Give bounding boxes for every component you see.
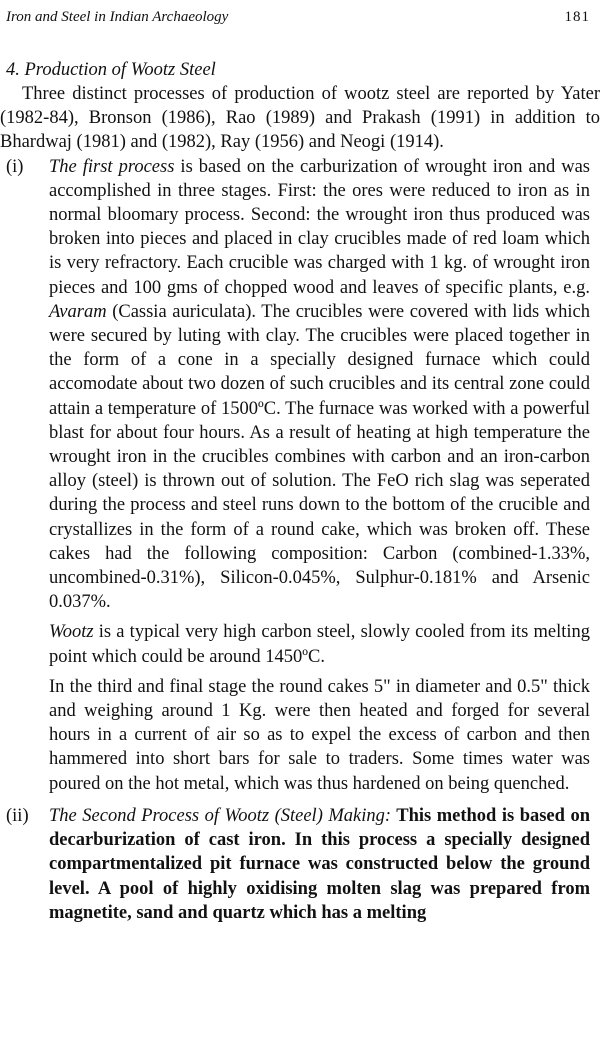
first-process-paragraph [49, 155, 590, 615]
list-marker: (ii) [6, 805, 29, 826]
paragraph-text: This method is based on decarburization of cast iron. In this process a specially designed compartmentalized pit furnace was constructed below the ground level. A pool of highly oxidising molten slag was prepared from magnetite, sand and quartz which has a melting [49, 805, 590, 923]
paragraph-lead: The first process [49, 156, 175, 177]
intro-paragraph: Three distinct processes of production of wootz steel are reported by Yater (1982-84), Bronson (1986), Rao (1989) and Prakash (1991) in addition to Bhardwaj (1981) and (1982), Ray (1956) and Neogi (1914). [0, 84, 600, 153]
section-title: 4. Production of Wootz Steel [6, 60, 216, 80]
second-process-paragraph [49, 804, 590, 925]
list-item-body [49, 155, 590, 796]
running-title: Iron and Steel in Indian Archaeology [6, 9, 229, 25]
page-number: 181 [564, 9, 590, 25]
emphasis-term: Wootz [49, 622, 94, 643]
list-item-second-process [0, 804, 590, 925]
paragraph-text: is a typical very high carbon steel, slowly cooled from its melting point which could be around 1450ºC. [49, 622, 590, 667]
emphasis-term: Avaram [49, 301, 107, 322]
list-item-body [49, 804, 590, 925]
list-marker: (i) [6, 156, 24, 177]
third-stage-paragraph: In the third and final stage the round cakes 5" in diameter and 0.5" thick and weighing around 1 Kg. were then heated and forged for several hours in a current of air so as to expel the excess of carbon and then hammered into short bars for sale to traders. Some times water was poured on the hot metal, which was thus hardened on being quenched. [49, 676, 590, 794]
running-header [0, 4, 600, 30]
list-item-first-process [0, 155, 590, 796]
paragraph-lead: The Second Process of Wootz (Steel) Making: [49, 805, 392, 826]
wootz-paragraph [49, 620, 590, 668]
paragraph-text: (Cassia auriculata). The crucibles were covered with lids which were secured by luting with clay. The crucibles were placed together in the form of a cone in a specially designed furnace which could accomodate about two dozen of such crucibles and its central zone could attain a temperature of 1500ºC. The furnace was worked with a powerful blast for about four hours. As a result of heating at high temperature the wrought iron in the crucibles combines with carbon and an iron-carbon alloy (steel) is thrown out of solution. The FeO rich slag was seperated during the process and steel runs down to the bottom of the crucible and crystallizes in the form of a round cake, which was broken off. These cakes had the following composition: Carbon (combined-1.33%, uncombined-0.31%), Silicon-0.045%, Sulphur-0.181% and Arsenic 0.037%. [49, 301, 590, 613]
paragraph-text: is based on the carburization of wrought iron and was accomplished in three stages. First: the ores were reduced to iron as in normal bloomary process. Second: the wrought iron thus produced was broken into pieces and placed in clay crucibles made of red loam which is very refractory. Each crucible was charged with 1 kg. of wrought iron pieces and 100 gms of chopped wood and leaves of specific plants, e.g. [49, 156, 590, 298]
